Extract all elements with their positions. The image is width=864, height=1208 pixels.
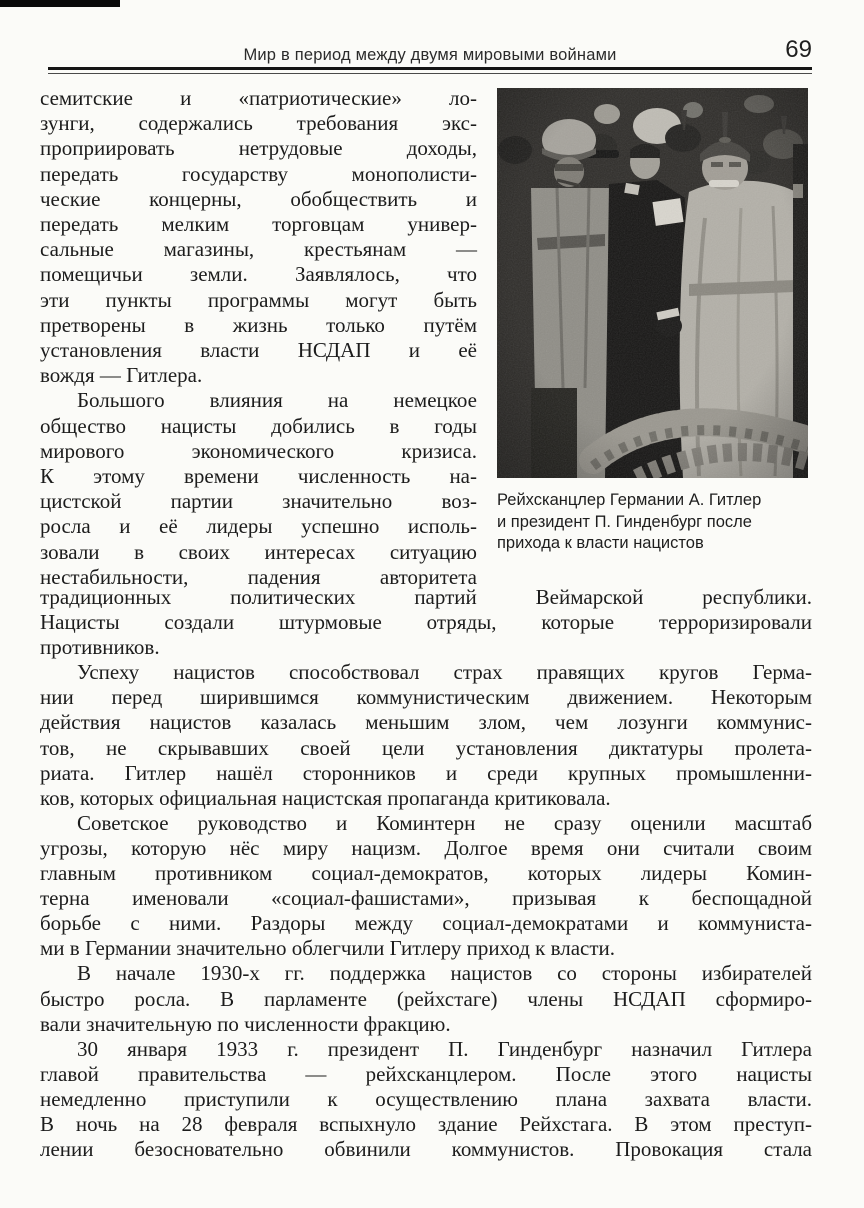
- text-line: сальные магазины, крестьянам —: [40, 237, 477, 262]
- photo-caption: [497, 490, 829, 555]
- text-line: ческие концерны, обобществить и: [40, 186, 477, 211]
- text-line: В ночь на 28 февраля вспыхнуло здание Рейхстага. В этом преступ-: [40, 1111, 812, 1136]
- text-line: общество нацисты добились в годы: [40, 413, 477, 438]
- text-line: угрозы, которую нёс миру нацизм. Долгое время они считали своим: [40, 835, 812, 860]
- header-rule-thin: [48, 73, 812, 74]
- text-line: Нацисты создали штурмовые отряды, которые терроризировали: [40, 610, 812, 635]
- text-line: лении безосновательно обвинили коммунистов. Провокация стала: [40, 1137, 812, 1162]
- text-line: нии перед ширившимся коммунистическим движением. Некоторым: [40, 685, 812, 710]
- text-line: терна именовали «социал-фашистами», призывая к беспощадной: [40, 886, 812, 911]
- text-line: борьбе с ними. Раздоры между социал-демократами и коммуниста-: [40, 911, 812, 936]
- header-rule-thick: [48, 67, 812, 70]
- left-column-text: [40, 86, 477, 590]
- text-line: семитские и «патриотические» ло-: [40, 86, 477, 110]
- text-line: зовали в своих интересах ситуацию: [40, 539, 477, 564]
- text-line: вождя — Гитлера.: [40, 363, 203, 388]
- photo-hitler-hindenburg: [497, 88, 808, 478]
- text-line: традиционных политических партий Веймарской республики.: [40, 585, 812, 609]
- text-line: эти пункты программы могут быть: [40, 287, 477, 312]
- text-line: 30 января 1933 г. президент П. Гинденбург назначил Гитлера: [77, 1036, 812, 1061]
- text-line: противников.: [40, 635, 160, 660]
- text-line: ков, которых официальная нацистская пропаганда критиковала.: [40, 785, 611, 810]
- text-line: росла и её лидеры успешно исполь-: [40, 514, 477, 539]
- text-line: помещичьи земли. Заявлялось, что: [40, 262, 477, 287]
- text-line: и президент П. Гинденбург после: [497, 512, 752, 531]
- photo-illustration: [497, 88, 808, 478]
- text-line: прихода к власти нацистов: [497, 534, 704, 552]
- text-line: немедленно приступили к осуществлению плана захвата власти.: [40, 1086, 812, 1111]
- text-line: тов, не скрывавших своей цели установления диктатуры пролета-: [40, 735, 812, 760]
- text-line: мирового экономического кризиса.: [40, 438, 477, 463]
- body-text: [40, 585, 812, 1162]
- text-line: ми в Германии значительно облегчили Гитлеру приход к власти.: [40, 936, 616, 961]
- text-line: зунги, содержались требования экс-: [40, 111, 477, 136]
- text-line: Большого влияния на немецкое: [77, 388, 477, 413]
- text-line: установления власти НСДАП и её: [40, 338, 477, 363]
- text-line: риата. Гитлер нашёл сторонников и среди крупных промышленни-: [40, 760, 812, 785]
- text-line: претворены в жизнь только путём: [40, 312, 477, 337]
- text-line: передать мелким торговцам универ-: [40, 212, 477, 237]
- scan-edge-mark: [0, 0, 120, 7]
- text-line: Успеху нацистов способствовал страх правящих кругов Герма-: [77, 660, 812, 685]
- text-line: В начале 1930-х гг. поддержка нацистов со стороны избирателей: [77, 961, 812, 986]
- page-number: 69: [785, 36, 812, 63]
- text-line: цистской партии значительно воз-: [40, 489, 477, 514]
- text-line: Рейхсканцлер Германии А. Гитлер: [497, 491, 762, 509]
- text-line: главой правительства — рейхсканцлером. После этого нацисты: [40, 1061, 812, 1086]
- text-line: передать государству монополисти-: [40, 161, 477, 186]
- text-line: К этому времени численность на-: [40, 464, 477, 489]
- text-line: нестабильности, падения авторитета: [40, 564, 477, 589]
- text-line: Советское руководство и Коминтерн не сразу оценили масштаб: [77, 810, 812, 835]
- text-line: проприировать нетрудовые доходы,: [40, 136, 477, 161]
- text-line: действия нацистов казалась меньшим злом, чем лозунги коммунис-: [40, 710, 812, 735]
- text-line: быстро росла. В парламенте (рейхстаге) члены НСДАП сформиро-: [40, 986, 812, 1011]
- running-head: Мир в период между двумя мировыми войнами: [243, 46, 617, 64]
- text-line: главным противником социал-демократов, которых лидеры Комин-: [40, 861, 812, 886]
- text-line: вали значительную по численности фракцию.: [40, 1011, 451, 1036]
